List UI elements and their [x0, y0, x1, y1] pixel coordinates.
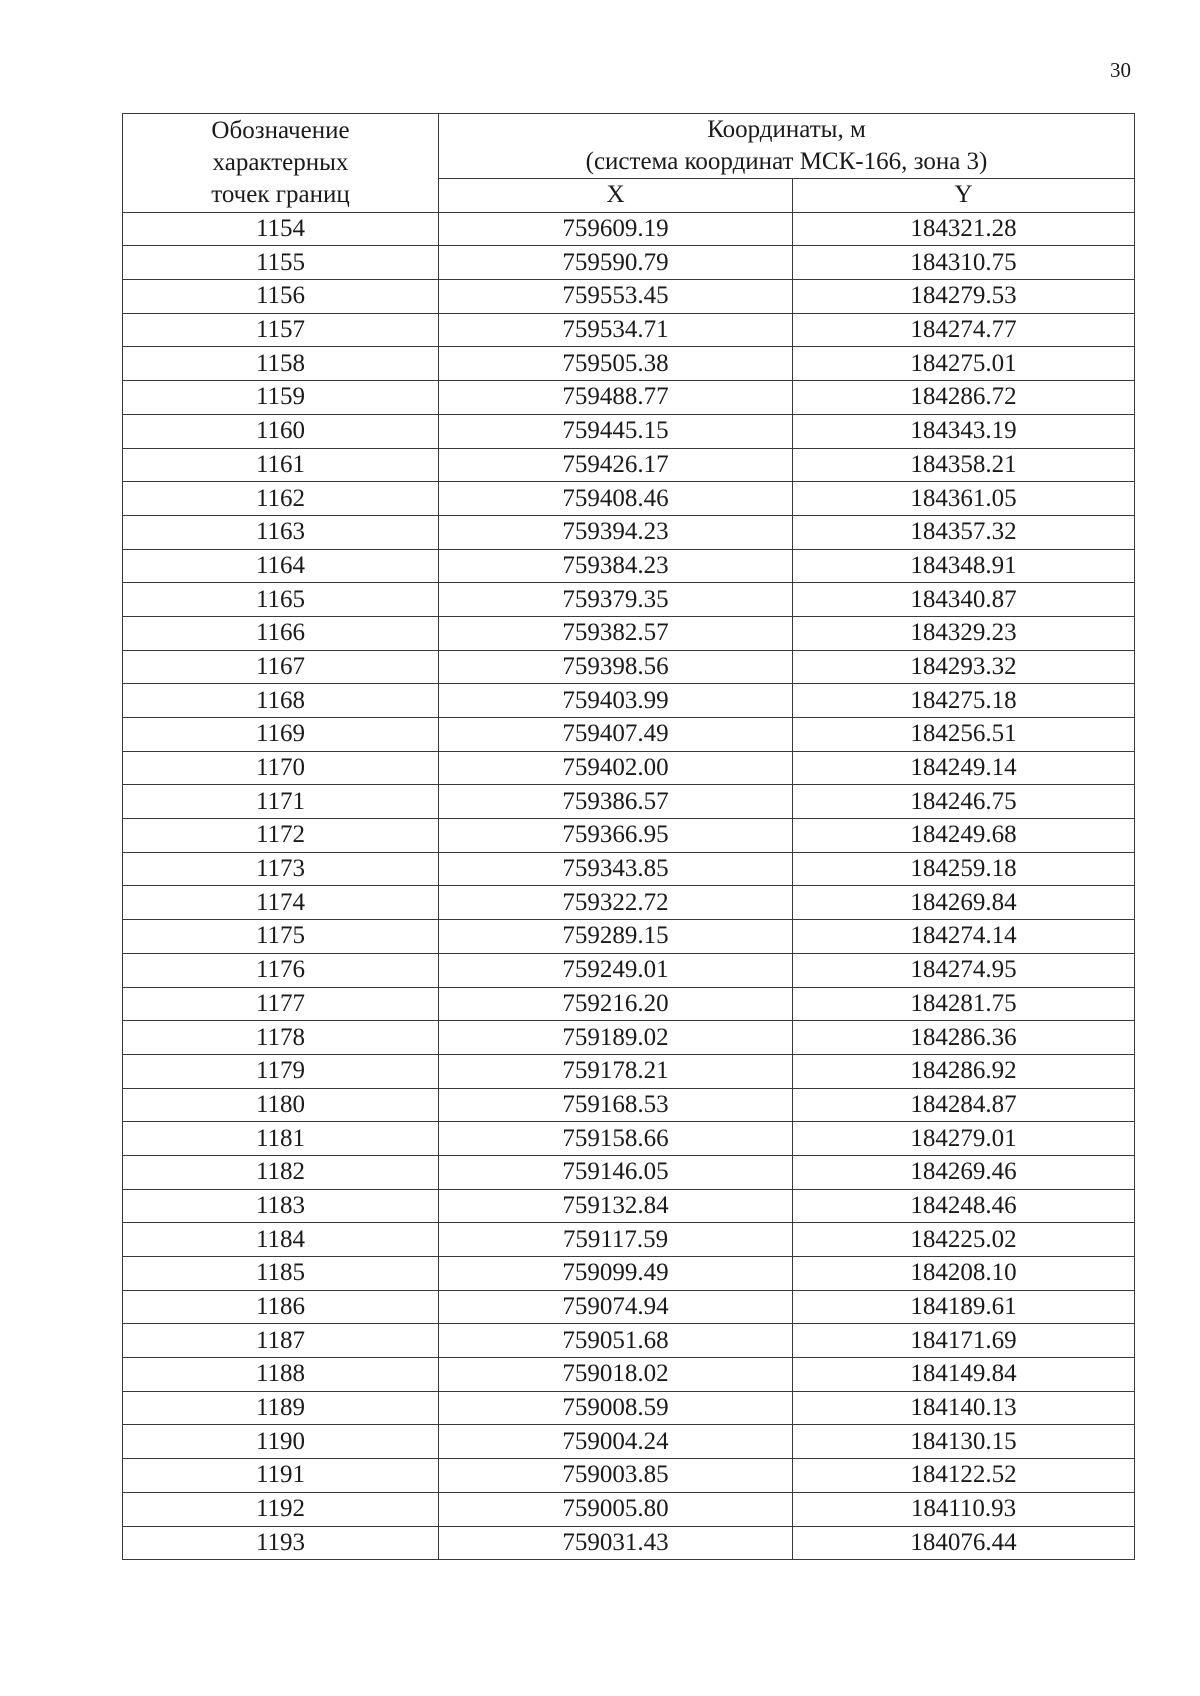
table-row — [123, 751, 1135, 785]
x-coordinate-cell: 759074.94 — [439, 1290, 793, 1324]
x-coordinate-cell: 759216.20 — [439, 987, 793, 1021]
table-row — [123, 448, 1135, 482]
point-cell: 1166 — [123, 616, 439, 650]
table-row — [123, 1492, 1135, 1526]
y-coordinate-cell: 184343.19 — [793, 414, 1135, 448]
y-coordinate-cell: 184279.53 — [793, 280, 1135, 314]
y-coordinate-cell: 184110.93 — [793, 1492, 1135, 1526]
table-row — [123, 280, 1135, 314]
table-row — [123, 381, 1135, 415]
y-coordinate-cell: 184310.75 — [793, 246, 1135, 280]
x-coordinate-cell: 759426.17 — [439, 448, 793, 482]
point-cell: 1173 — [123, 852, 439, 886]
point-cell: 1191 — [123, 1459, 439, 1493]
point-cell: 1169 — [123, 718, 439, 752]
point-label-line-2: характерных — [212, 148, 349, 176]
point-cell: 1165 — [123, 583, 439, 617]
y-coordinate-cell: 184361.05 — [793, 482, 1135, 516]
y-coordinate-cell: 184259.18 — [793, 852, 1135, 886]
x-coordinate-cell: 759384.23 — [439, 549, 793, 583]
x-coordinate-cell: 759005.80 — [439, 1492, 793, 1526]
table-row — [123, 616, 1135, 650]
x-coordinate-cell: 759008.59 — [439, 1391, 793, 1425]
point-cell: 1168 — [123, 684, 439, 718]
table-row — [123, 1054, 1135, 1088]
point-cell: 1154 — [123, 212, 439, 246]
point-cell: 1174 — [123, 886, 439, 920]
table-row — [123, 549, 1135, 583]
table-row — [123, 1088, 1135, 1122]
table-row — [123, 1324, 1135, 1358]
y-coordinate-cell: 184274.95 — [793, 953, 1135, 987]
table-row — [123, 987, 1135, 1021]
x-coordinate-cell: 759158.66 — [439, 1122, 793, 1156]
y-coordinate-cell: 184286.36 — [793, 1021, 1135, 1055]
x-coordinate-cell: 759394.23 — [439, 515, 793, 549]
x-coordinate-cell: 759289.15 — [439, 920, 793, 954]
x-coordinate-cell: 759132.84 — [439, 1189, 793, 1223]
x-coordinate-cell: 759408.46 — [439, 482, 793, 516]
point-cell: 1162 — [123, 482, 439, 516]
x-coordinate-cell: 759590.79 — [439, 246, 793, 280]
x-coordinate-cell: 759322.72 — [439, 886, 793, 920]
x-coordinate-cell: 759553.45 — [439, 280, 793, 314]
table-row — [123, 1189, 1135, 1223]
y-coordinate-cell: 184256.51 — [793, 718, 1135, 752]
y-coordinate-cell: 184249.68 — [793, 819, 1135, 853]
point-cell: 1185 — [123, 1257, 439, 1291]
table-row — [123, 313, 1135, 347]
table-row — [123, 482, 1135, 516]
table-row — [123, 1358, 1135, 1392]
y-coordinate-cell: 184358.21 — [793, 448, 1135, 482]
coords-label-line-2: (система координат МСК-166, зона 3) — [585, 148, 988, 175]
y-coordinate-cell: 184269.46 — [793, 1155, 1135, 1189]
point-cell: 1171 — [123, 785, 439, 819]
y-coordinate-cell: 184340.87 — [793, 583, 1135, 617]
x-coordinate-cell: 759117.59 — [439, 1223, 793, 1257]
y-coordinate-cell: 184284.87 — [793, 1088, 1135, 1122]
x-coordinate-cell: 759099.49 — [439, 1257, 793, 1291]
point-cell: 1155 — [123, 246, 439, 280]
x-coordinate-cell: 759379.35 — [439, 583, 793, 617]
x-coordinate-cell: 759398.56 — [439, 650, 793, 684]
y-coordinate-cell: 184281.75 — [793, 987, 1135, 1021]
y-coordinate-cell: 184286.72 — [793, 381, 1135, 415]
point-cell: 1182 — [123, 1155, 439, 1189]
table-row — [123, 785, 1135, 819]
table-row — [123, 246, 1135, 280]
table-row — [123, 414, 1135, 448]
table-row — [123, 347, 1135, 381]
point-label-line-1: Обозначение — [211, 116, 350, 144]
coordinates-header — [439, 114, 1135, 179]
y-coordinate-cell: 184275.01 — [793, 347, 1135, 381]
table-row — [123, 1526, 1135, 1560]
y-coordinate-cell: 184286.92 — [793, 1054, 1135, 1088]
point-cell: 1167 — [123, 650, 439, 684]
y-coordinate-cell: 184208.10 — [793, 1257, 1135, 1291]
y-coordinate-cell: 184246.75 — [793, 785, 1135, 819]
x-coordinate-cell: 759051.68 — [439, 1324, 793, 1358]
y-coordinate-cell: 184348.91 — [793, 549, 1135, 583]
x-coordinate-cell: 759018.02 — [439, 1358, 793, 1392]
y-coordinate-cell: 184140.13 — [793, 1391, 1135, 1425]
point-label-line-3: точек границ — [211, 180, 350, 208]
point-cell: 1176 — [123, 953, 439, 987]
x-coordinate-cell: 759488.77 — [439, 381, 793, 415]
point-cell: 1170 — [123, 751, 439, 785]
point-cell: 1175 — [123, 920, 439, 954]
table-row — [123, 1155, 1135, 1189]
y-coordinate-cell: 184321.28 — [793, 212, 1135, 246]
x-coordinate-cell: 759146.05 — [439, 1155, 793, 1189]
table-body — [123, 212, 1135, 1560]
table-row — [123, 1257, 1135, 1291]
point-cell: 1180 — [123, 1088, 439, 1122]
coords-label-line-1: Координаты, м — [707, 116, 866, 143]
table-row — [123, 1391, 1135, 1425]
coordinates-table — [122, 113, 1135, 1560]
x-coordinate-cell: 759178.21 — [439, 1054, 793, 1088]
y-coordinate-cell: 184076.44 — [793, 1526, 1135, 1560]
x-coordinate-cell: 759402.00 — [439, 751, 793, 785]
x-coordinate-cell: 759003.85 — [439, 1459, 793, 1493]
table-row — [123, 650, 1135, 684]
y-coordinate-cell: 184269.84 — [793, 886, 1135, 920]
y-coordinate-cell: 184279.01 — [793, 1122, 1135, 1156]
x-coordinate-cell: 759445.15 — [439, 414, 793, 448]
point-cell: 1156 — [123, 280, 439, 314]
point-cell: 1177 — [123, 987, 439, 1021]
y-coordinate-cell: 184357.32 — [793, 515, 1135, 549]
point-cell: 1161 — [123, 448, 439, 482]
x-coordinate-cell: 759168.53 — [439, 1088, 793, 1122]
y-coordinate-cell: 184171.69 — [793, 1324, 1135, 1358]
x-coordinate-cell: 759366.95 — [439, 819, 793, 853]
table-row — [123, 515, 1135, 549]
point-cell: 1178 — [123, 1021, 439, 1055]
page-number: 30 — [1110, 58, 1131, 82]
x-coordinate-cell: 759189.02 — [439, 1021, 793, 1055]
x-coordinate-cell: 759031.43 — [439, 1526, 793, 1560]
y-coordinate-cell: 184189.61 — [793, 1290, 1135, 1324]
point-cell: 1186 — [123, 1290, 439, 1324]
x-coordinate-cell: 759403.99 — [439, 684, 793, 718]
table-row — [123, 886, 1135, 920]
point-cell: 1158 — [123, 347, 439, 381]
point-cell: 1193 — [123, 1526, 439, 1560]
table-row — [123, 819, 1135, 853]
y-coordinate-cell: 184274.77 — [793, 313, 1135, 347]
x-coordinate-cell: 759343.85 — [439, 852, 793, 886]
point-designation-header — [123, 114, 439, 213]
x-coordinate-cell: 759004.24 — [439, 1425, 793, 1459]
table-row — [123, 920, 1135, 954]
point-cell: 1181 — [123, 1122, 439, 1156]
table-row — [123, 852, 1135, 886]
y-coordinate-cell: 184225.02 — [793, 1223, 1135, 1257]
point-cell: 1188 — [123, 1358, 439, 1392]
y-coordinate-cell: 184149.84 — [793, 1358, 1135, 1392]
point-cell: 1187 — [123, 1324, 439, 1358]
x-coordinate-cell: 759249.01 — [439, 953, 793, 987]
table-header — [123, 114, 1135, 213]
y-coordinate-cell: 184293.32 — [793, 650, 1135, 684]
point-cell: 1172 — [123, 819, 439, 853]
x-column-header: X — [439, 179, 793, 213]
x-coordinate-cell: 759386.57 — [439, 785, 793, 819]
point-cell: 1183 — [123, 1189, 439, 1223]
y-coordinate-cell: 184275.18 — [793, 684, 1135, 718]
y-coordinate-cell: 184248.46 — [793, 1189, 1135, 1223]
table-row — [123, 718, 1135, 752]
table-row — [123, 684, 1135, 718]
point-cell: 1160 — [123, 414, 439, 448]
table-row — [123, 1021, 1135, 1055]
point-cell: 1159 — [123, 381, 439, 415]
table-row — [123, 1459, 1135, 1493]
point-cell: 1189 — [123, 1391, 439, 1425]
x-coordinate-cell: 759609.19 — [439, 212, 793, 246]
x-coordinate-cell: 759407.49 — [439, 718, 793, 752]
point-cell: 1163 — [123, 515, 439, 549]
x-coordinate-cell: 759382.57 — [439, 616, 793, 650]
point-cell: 1164 — [123, 549, 439, 583]
table-row — [123, 1223, 1135, 1257]
y-column-header: Y — [793, 179, 1135, 213]
table-row — [123, 1425, 1135, 1459]
y-coordinate-cell: 184122.52 — [793, 1459, 1135, 1493]
table-row — [123, 953, 1135, 987]
table-row — [123, 1122, 1135, 1156]
table-row — [123, 212, 1135, 246]
table-row — [123, 1290, 1135, 1324]
y-coordinate-cell: 184274.14 — [793, 920, 1135, 954]
y-coordinate-cell: 184249.14 — [793, 751, 1135, 785]
y-coordinate-cell: 184329.23 — [793, 616, 1135, 650]
table-row — [123, 583, 1135, 617]
point-cell: 1190 — [123, 1425, 439, 1459]
point-cell: 1184 — [123, 1223, 439, 1257]
point-cell: 1179 — [123, 1054, 439, 1088]
y-coordinate-cell: 184130.15 — [793, 1425, 1135, 1459]
x-coordinate-cell: 759534.71 — [439, 313, 793, 347]
point-cell: 1157 — [123, 313, 439, 347]
x-coordinate-cell: 759505.38 — [439, 347, 793, 381]
point-cell: 1192 — [123, 1492, 439, 1526]
